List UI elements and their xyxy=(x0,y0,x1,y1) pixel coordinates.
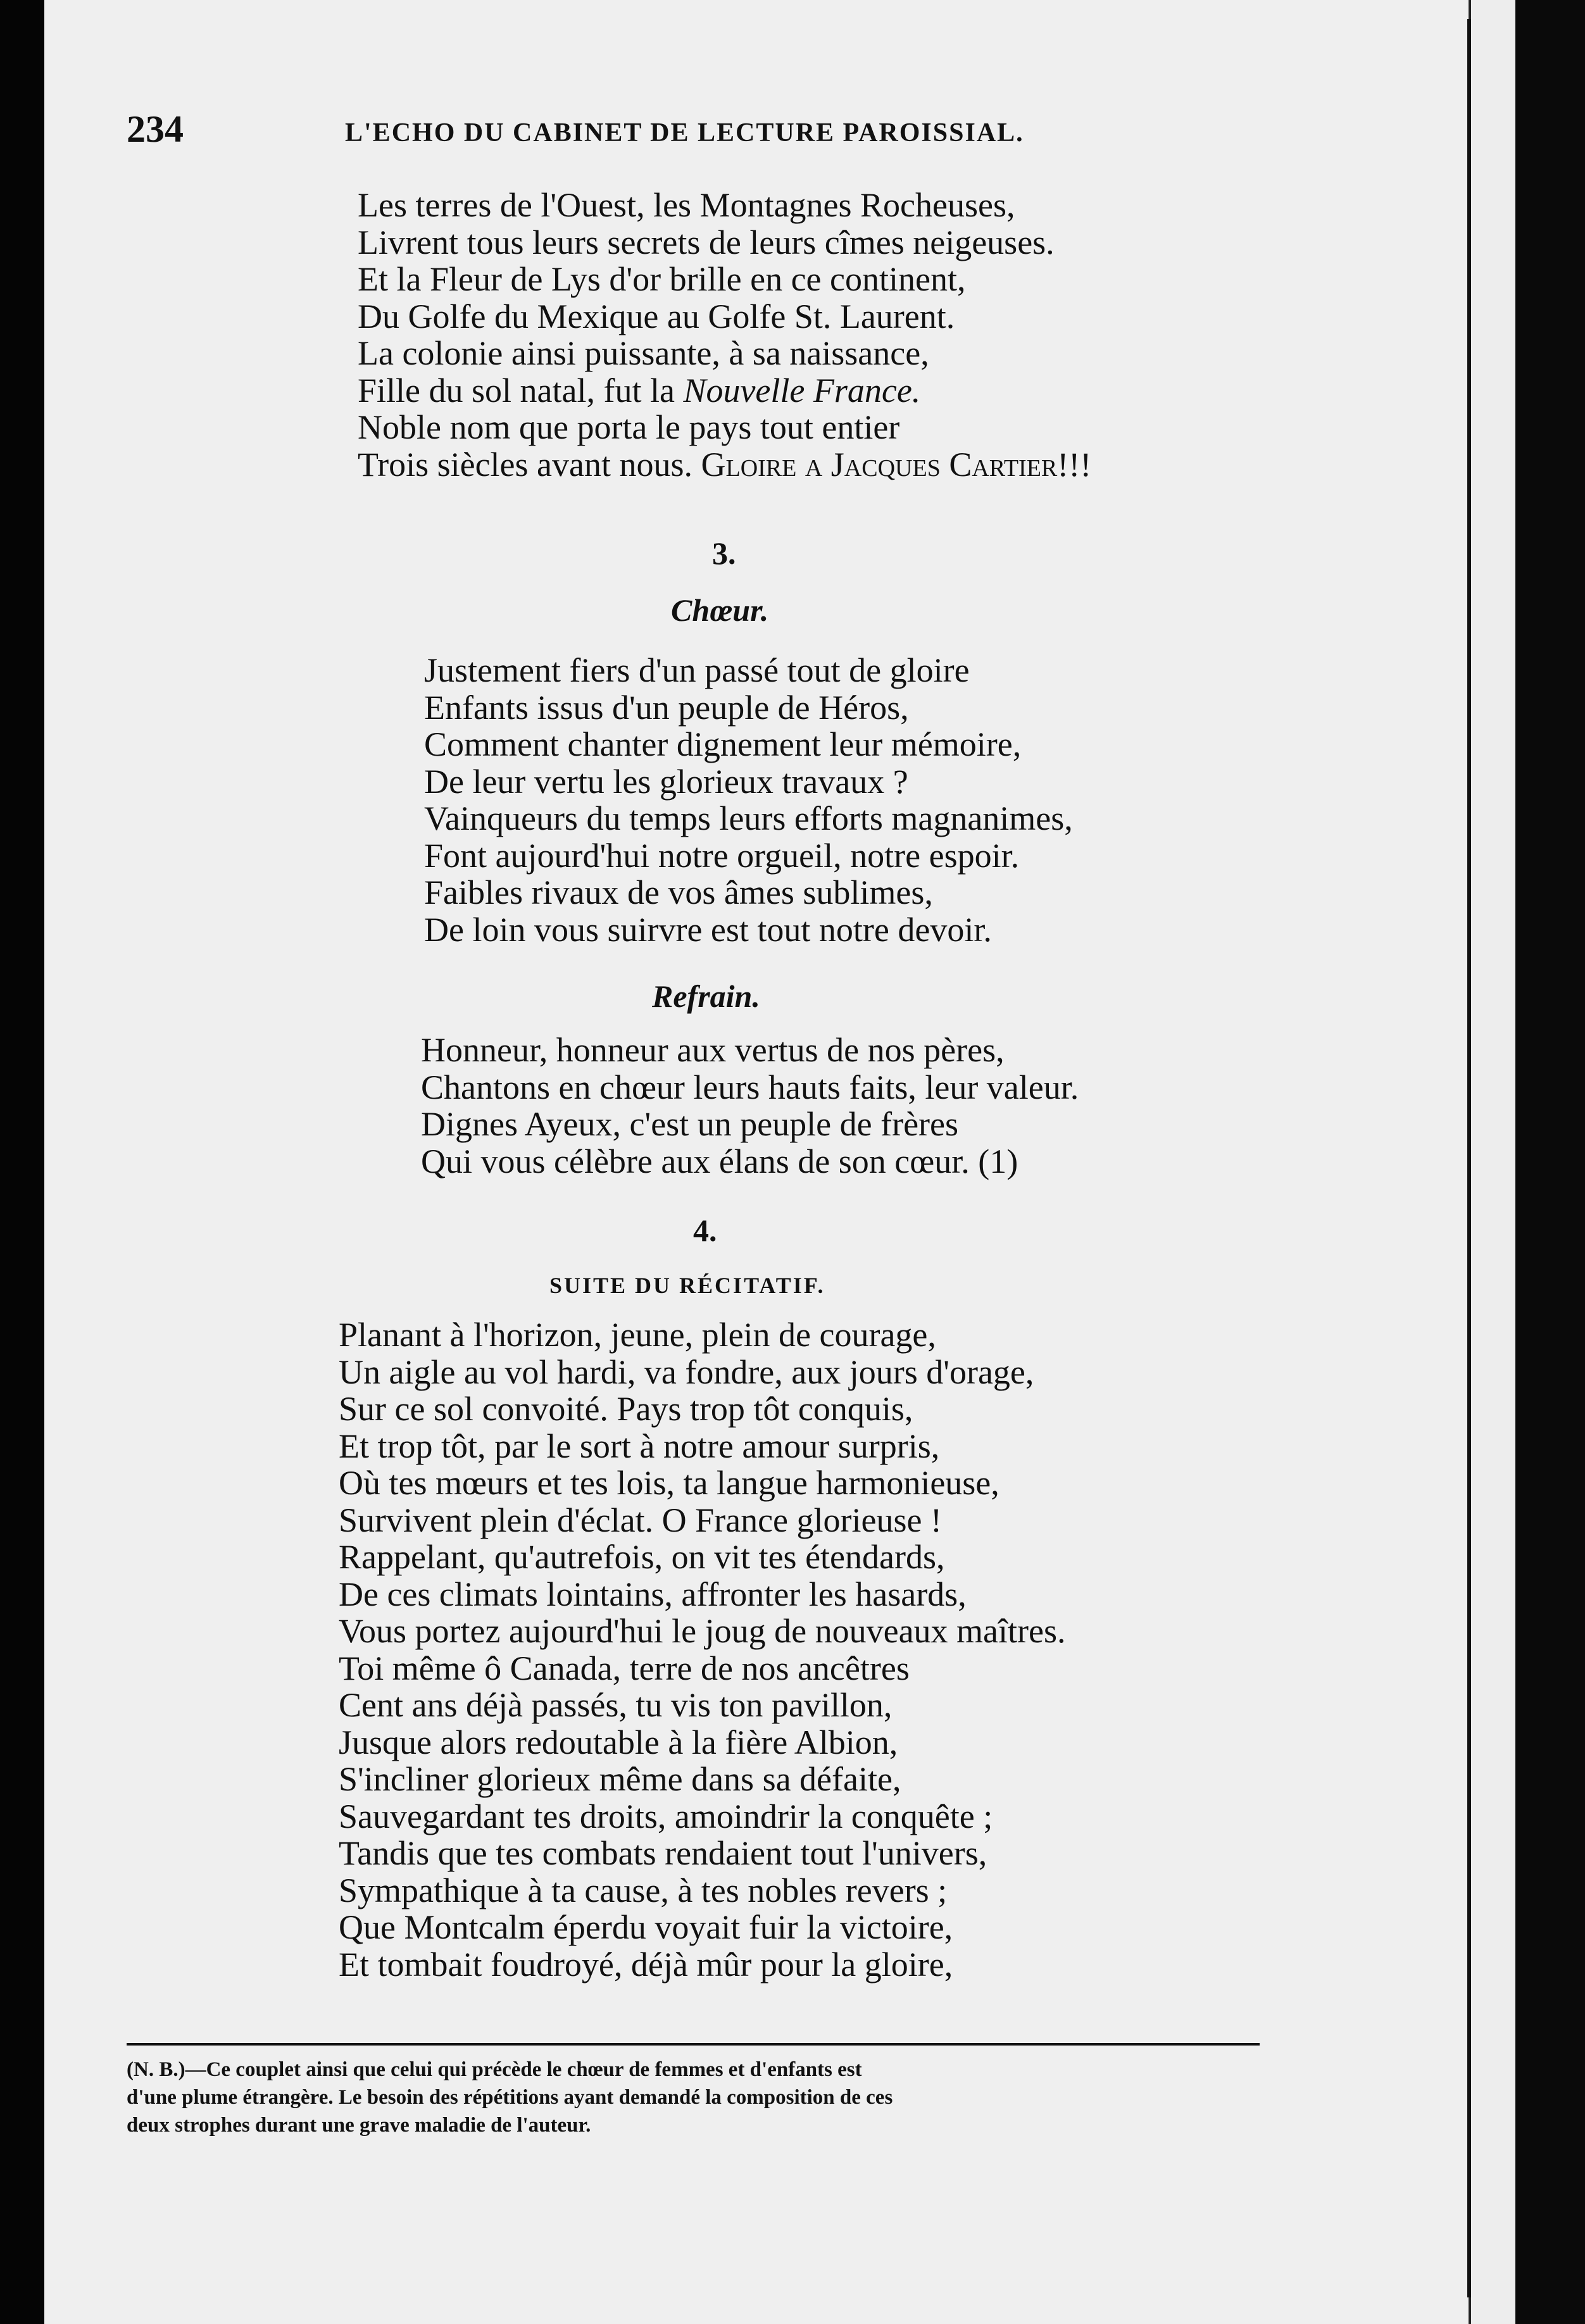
verse-line xyxy=(358,446,1091,484)
page-header xyxy=(127,108,1203,158)
verse-line: Vainqueurs du temps leurs efforts magnanimes, xyxy=(424,799,1073,837)
section-number-4: 4. xyxy=(693,1213,717,1248)
verse-line: De ces climats lointains, affronter les hasards, xyxy=(339,1575,967,1613)
verse-line: S'incliner glorieux même dans sa défaite, xyxy=(339,1760,901,1798)
gloire-cartier-caps: Gloire a Jacques Cartier!!! xyxy=(701,445,1092,484)
verse-line: Toi même ô Canada, terre de nos ancêtres xyxy=(339,1649,910,1687)
choeur-title: Chœur. xyxy=(671,592,769,628)
page-fold-line xyxy=(1467,19,1471,2297)
verse-line: De loin vous suirvre est tout notre devoir. xyxy=(424,910,992,949)
footnote-line: d'une plume étrangère. Le besoin des répétitions ayant demandé la composition de ces xyxy=(127,2086,893,2109)
page-number: 234 xyxy=(127,108,184,150)
facing-page-edge xyxy=(1469,0,1515,2324)
verse-line: Sur ce sol convoité. Pays trop tôt conquis, xyxy=(339,1390,913,1428)
verse-line: Et tombait foudroyé, déjà mûr pour la gloire, xyxy=(339,1945,953,1984)
recitatif-stanza xyxy=(339,1316,1065,1983)
verse-line: Rappelant, qu'autrefois, on vit tes étendards, xyxy=(339,1538,945,1576)
refrain-stanza xyxy=(421,1032,1079,1180)
verse-line: Livrent tous leurs secrets de leurs cîmes neigeuses. xyxy=(358,223,1055,261)
verse-line: Cent ans déjà passés, tu vis ton pavillon, xyxy=(339,1686,893,1724)
verse-line: De leur vertu les glorieux travaux ? xyxy=(424,762,908,801)
verse-line: La colonie ainsi puissante, à sa naissance, xyxy=(358,334,929,372)
verse-line: Du Golfe du Mexique au Golfe St. Laurent. xyxy=(358,297,955,335)
verse-line xyxy=(358,372,1091,409)
footnote-line: (N. B.)—Ce couplet ainsi que celui qui précède le chœur de femmes et d'enfants est xyxy=(127,2058,862,2081)
verse-line: Font aujourd'hui notre orgueil, notre espoir. xyxy=(424,836,1020,875)
nouvelle-france-italic: Nouvelle France. xyxy=(683,371,921,409)
verse-line: Tandis que tes combats rendaient tout l'univers, xyxy=(339,1834,987,1872)
verse-line: Et la Fleur de Lys d'or brille en ce continent, xyxy=(358,260,966,298)
verse-line: Enfants issus d'un peuple de Héros, xyxy=(424,688,909,727)
footnote xyxy=(127,2056,1253,2139)
footnote-rule xyxy=(127,2043,1260,2046)
verse-line: Planant à l'horizon, jeune, plein de courage, xyxy=(339,1316,936,1354)
verse-line: Qui vous célèbre aux élans de son cœur. (1) xyxy=(421,1142,1018,1180)
scan-border xyxy=(1515,0,1585,2324)
verse-line: Que Montcalm éperdu voyait fuir la victoire, xyxy=(339,1908,953,1946)
verse-line: Un aigle au vol hardi, va fondre, aux jours d'orage, xyxy=(339,1353,1034,1391)
verse-line: Justement fiers d'un passé tout de gloire xyxy=(424,651,970,689)
verse-line: Dignes Ayeux, c'est un peuple de frères xyxy=(421,1105,958,1143)
running-title: L'ECHO DU CABINET DE LECTURE PAROISSIAL. xyxy=(345,118,1024,147)
verse-line-start: Fille du sol natal, fut la xyxy=(358,371,684,409)
verse-line: Comment chanter dignement leur mémoire, xyxy=(424,725,1022,763)
choeur-stanza xyxy=(424,652,1073,948)
stanza-west xyxy=(358,187,1091,483)
verse-line: Et trop tôt, par le sort à notre amour surpris, xyxy=(339,1427,940,1465)
verse-line-start: Trois siècles avant nous. xyxy=(358,445,701,484)
verse-line: Sympathique à ta cause, à tes nobles revers ; xyxy=(339,1871,948,1909)
verse-line: Chantons en chœur leurs hauts faits, leur valeur. xyxy=(421,1068,1079,1106)
verse-line: Honneur, honneur aux vertus de nos pères, xyxy=(421,1031,1005,1069)
verse-line: Jusque alors redoutable à la fière Albion, xyxy=(339,1723,898,1761)
verse-line: Sauvegardant tes droits, amoindrir la conquête ; xyxy=(339,1797,993,1835)
verse-line: Vous portez aujourd'hui le joug de nouveaux maîtres. xyxy=(339,1612,1066,1650)
verse-line: Survivent plein d'éclat. O France glorieuse ! xyxy=(339,1501,942,1539)
verse-line: Faibles rivaux de vos âmes sublimes, xyxy=(424,873,933,911)
section-number-3: 3. xyxy=(712,535,736,571)
verse-line: Les terres de l'Ouest, les Montagnes Rocheuses, xyxy=(358,186,1015,224)
verse-line: Où tes mœurs et tes lois, ta langue harmonieuse, xyxy=(339,1464,999,1502)
footnote-line: deux strophes durant une grave maladie de l'auteur. xyxy=(127,2114,591,2137)
refrain-title: Refrain. xyxy=(652,978,760,1014)
section-subtitle: SUITE DU RÉCITATIF. xyxy=(549,1273,825,1298)
verse-line: Noble nom que porta le pays tout entier xyxy=(358,408,900,446)
